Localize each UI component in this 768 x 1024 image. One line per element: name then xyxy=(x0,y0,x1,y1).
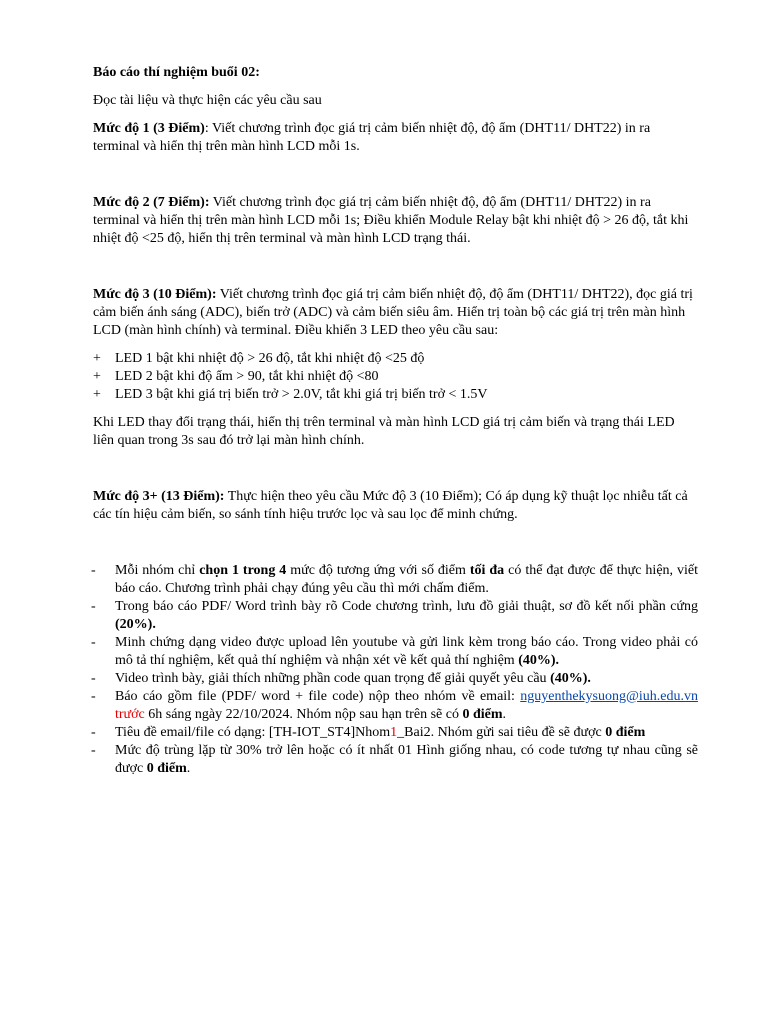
deadline-highlight: trước xyxy=(115,707,145,722)
rule-text: Video trình bày, giải thích những phần code quan trọng để giải quyết yêu cầu xyxy=(115,671,551,686)
rule-text: mức độ tương ứng với số điểm xyxy=(286,563,470,578)
rule-text: _Bai2. Nhóm gửi sai tiêu đề sẽ được xyxy=(397,725,606,740)
rule-bold: (40%). xyxy=(518,653,560,668)
rule-text: Trong báo cáo PDF/ Word trình bày rõ Code chương trình, lưu đồ giải thuật, sơ đồ kết nối phần cứng xyxy=(115,599,698,614)
dash-marker: - xyxy=(91,725,96,740)
list-item xyxy=(93,350,698,368)
level-3plus-text: Thực hiện theo yêu cầu Mức độ 3 (10 Điểm); Có áp dụng kỹ thuật lọc nhiễu tất cả các tín hiệu cảm biến, so sánh tính hiệu trước lọc và sau lọc để minh chứng. xyxy=(93,489,688,522)
rule-text: Minh chứng dạng video được upload lên youtube và gửi link kèm trong báo cáo. Trong video phải có mô tả thí nghiệm, kết quả thí nghiệm và nhận xét về kết quả thí nghiệm xyxy=(115,635,698,668)
level-3plus-label: Mức độ 3+ (13 Điểm): xyxy=(93,489,225,504)
led-note-paragraph: Khi LED thay đổi trạng thái, hiển thị trên terminal và màn hình LCD giá trị cảm biến và trạng thái LED liên quan trong 3s sau đó trở lại màn hình chính. xyxy=(93,415,675,448)
rule-text: 6h sáng ngày 22/10/2024. Nhóm nộp sau hạn trên sẽ có xyxy=(144,707,463,722)
rule-text: Mức độ trùng lặp từ 30% trở lên hoặc có ít nhất 01 Hình giống nhau, có code tương tự nhau cũng sẽ được xyxy=(115,743,698,776)
rule-bold: (20%). xyxy=(115,617,156,632)
dash-marker: - xyxy=(91,671,96,686)
dash-marker: - xyxy=(91,563,96,578)
rule-bold: 0 điểm xyxy=(605,725,646,740)
level-2-text: Viết chương trình đọc giá trị cảm biến nhiệt độ, độ ẩm (DHT11/ DHT22) in ra terminal và hiển thị trên màn hình LCD mỗi 1s; Điều khiển Module Relay bật khi nhiệt độ > 26 độ, tắt khi nhiệt độ <25 độ, hiển thị trên terminal và màn hình LCD trạng thái. xyxy=(93,195,689,246)
rule-bold: tối đa xyxy=(469,563,505,578)
email-link[interactable]: nguyenthekysuong@iuh.edu.vn xyxy=(520,689,698,704)
led-1-text: LED 1 bật khi nhiệt độ > 26 độ, tắt khi nhiệt độ <25 độ xyxy=(115,351,425,366)
level-1-label: Mức độ 1 (3 Điểm) xyxy=(93,121,205,136)
plus-marker: + xyxy=(93,351,101,366)
list-item xyxy=(93,368,698,386)
plus-marker: + xyxy=(93,369,101,384)
rule-bold: (40%). xyxy=(550,671,591,686)
level-3plus-paragraph xyxy=(93,488,698,524)
list-item xyxy=(93,562,698,598)
list-item xyxy=(93,688,698,724)
level-3-text: Viết chương trình đọc giá trị cảm biến nhiệt độ, độ ẩm (DHT11/ DHT22), đọc giá trị cảm biến ánh sáng (ADC), biến trở (ADC) và cảm biến siêu âm. Hiển trị toàn bộ các giá trị trên màn hình LCD (màn hình chính) và terminal. Điều khiển 3 LED theo yêu cầu sau: xyxy=(93,287,693,338)
group-number-highlight: 1 xyxy=(390,725,398,740)
rule-text: . xyxy=(502,707,507,722)
led-2-text: LED 2 bật khi độ ẩm > 90, tắt khi nhiệt độ <80 xyxy=(115,369,379,384)
intro-text: Đọc tài liệu và thực hiện các yêu cầu sau xyxy=(93,93,322,108)
list-item xyxy=(93,742,698,778)
rule-bold: chọn 1 trong 4 xyxy=(199,563,287,578)
list-item xyxy=(93,386,698,404)
report-title: Báo cáo thí nghiệm buổi 02: xyxy=(93,65,260,80)
rule-bold: 0 điểm xyxy=(462,707,503,722)
rule-text: Báo cáo gồm file (PDF/ word + file code) nộp theo nhóm về email: xyxy=(115,689,521,704)
dash-marker: - xyxy=(91,635,96,650)
list-item xyxy=(93,670,698,688)
plus-marker: + xyxy=(93,387,101,402)
rule-bold: 0 điểm xyxy=(146,761,187,776)
level-3-label: Mức độ 3 (10 Điểm): xyxy=(93,287,217,302)
list-item xyxy=(93,724,698,742)
level-2-label: Mức độ 2 (7 Điểm): xyxy=(93,195,210,210)
rule-text: Mỗi nhóm chỉ xyxy=(115,563,200,578)
level-1-text: : Viết chương trình đọc giá trị cảm biến nhiệt độ, độ ẩm (DHT11/ DHT22) in ra terminal và hiển thị trên màn hình LCD mỗi 1s. xyxy=(93,121,651,154)
rule-text: . xyxy=(186,761,191,776)
level-2-paragraph xyxy=(93,194,698,248)
led-requirement-list xyxy=(93,350,698,404)
dash-marker: - xyxy=(91,599,96,614)
level-3-paragraph xyxy=(93,286,698,340)
list-item xyxy=(93,598,698,634)
level-1-paragraph xyxy=(93,120,698,156)
rule-text: Tiêu đề email/file có dạng: [TH-IOT_ST4]Nhom xyxy=(115,725,391,740)
rules-list xyxy=(93,562,698,778)
led-3-text: LED 3 bật khi giá trị biến trở > 2.0V, tắt khi giá trị biến trở < 1.5V xyxy=(115,387,488,402)
rule-text: có thể đạt được để thực hiện, viết báo cáo. Chương trình phải chạy đúng yêu cầu thì mới chấm điểm. xyxy=(115,563,698,596)
dash-marker: - xyxy=(91,743,96,758)
dash-marker: - xyxy=(91,689,96,704)
list-item xyxy=(93,634,698,670)
